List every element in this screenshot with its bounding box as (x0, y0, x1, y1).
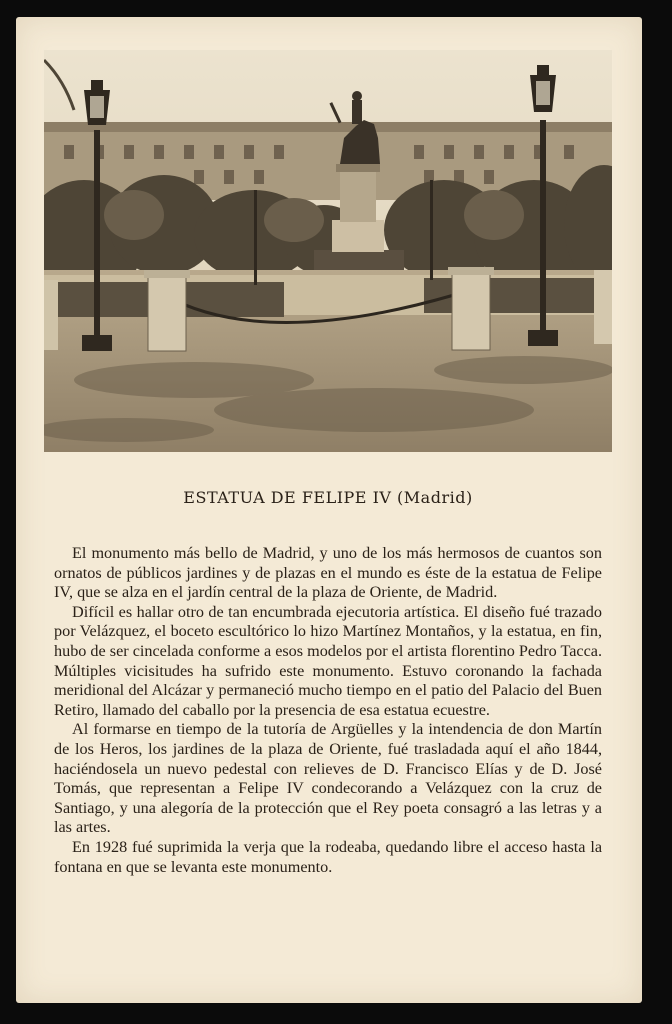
paragraph: Difícil es hallar otro de tan encumbrada ejecutoria artística. El diseño fué trazado por Velázquez, el boceto escultórico lo hizo Martínez Montaños, y la estatua, en fin, hubo de ser cincelada conforme a esos modelos por el artista florentino Pedro Tacca. Múltiples vicisitudes ha sufrido este monumento. Estuvo coronando la fachada meridional del Alcázar y permaneció mucho tiempo en el patio del Palacio del Buen Retiro, llamado del caballo por la presencia de esa estatua ecuestre. (54, 602, 602, 719)
plaza-illustration (44, 50, 612, 452)
paragraph: Al formarse en tiempo de la tutoría de Argüelles y la intendencia de don Martín de los Heros, los jardines de la plaza de Oriente, fué trasladada aquí el año 1844, haciéndosela un nuevo pedestal con relieves de D. Francisco Elías y de D. José Tomás, que representan a Felipe IV condecorando a Velázquez con la cruz de Santiago, y una alegoría de la protección que el Rey poeta consagró a las letras y a las artes. (54, 720, 602, 837)
postcard-title: ESTATUA DE FELIPE IV (Madrid) (183, 488, 473, 507)
paragraph: El monumento más bello de Madrid, y uno de los más hermosos de cuantos son ornatos de públicos jardines y de plazas en el mundo es éste de la estatua de Felipe IV, que se alza en el jardín central de la plaza de Oriente, de Madrid. (54, 544, 602, 602)
description-text (54, 544, 602, 877)
monument-photo (44, 50, 612, 452)
paragraph: En 1928 fué suprimida la verja que la rodeaba, quedando libre el acceso hasta la fontana en que se levanta este monumento. (54, 837, 602, 876)
